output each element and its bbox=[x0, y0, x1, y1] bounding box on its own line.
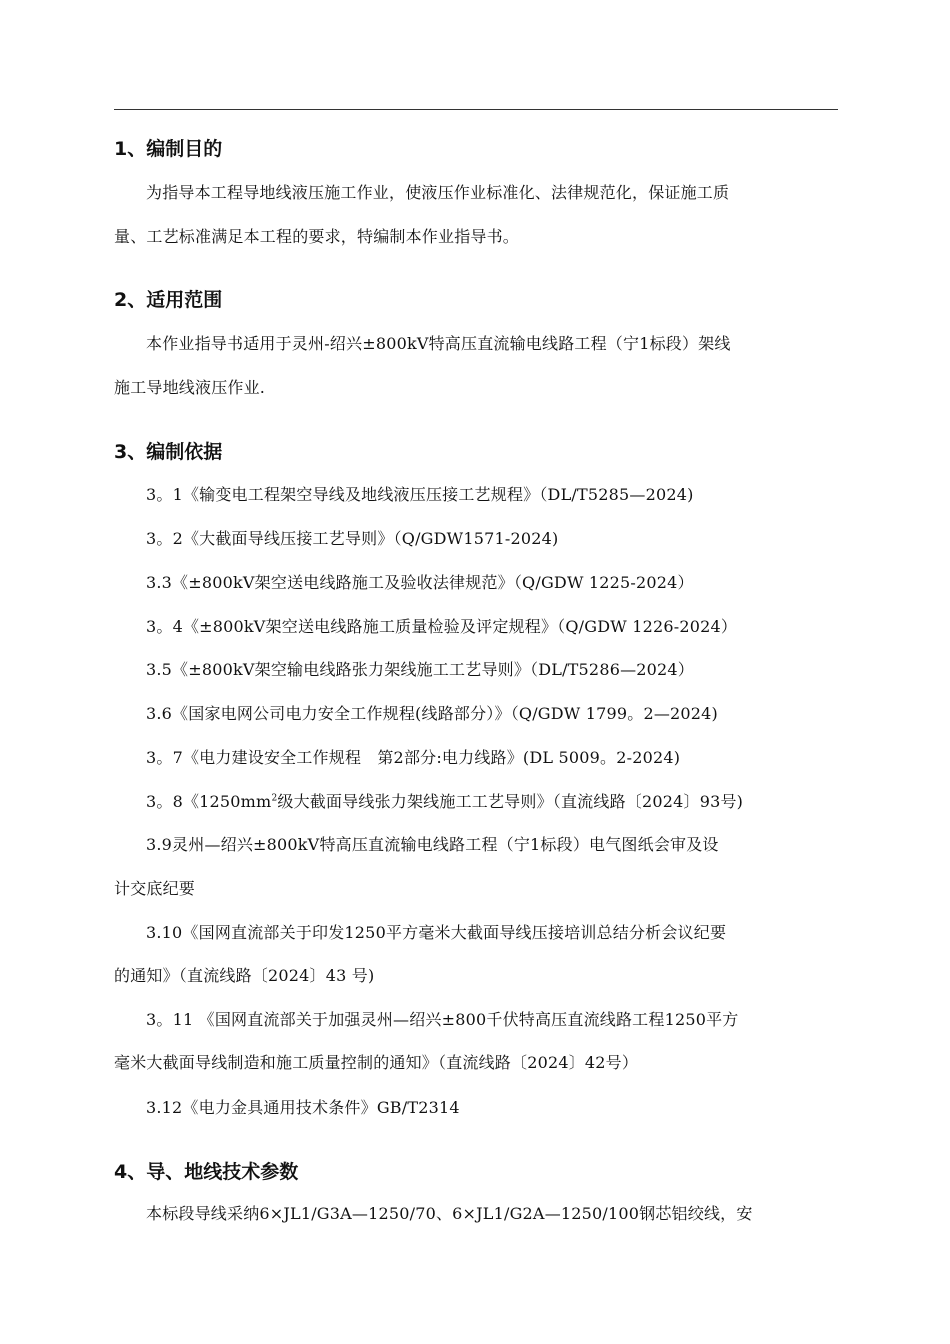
reference-item: 3.9灵州—绍兴±800kV特高压直流输电线路工程（宁1标段）电气图纸会审及设 bbox=[146, 835, 719, 854]
section-4-line-1: 本标段导线采纳6×JL1/G3A—1250/70、6×JL1/G2A—1250/100钢芯铝绞线，安 bbox=[146, 1204, 753, 1223]
reference-item: 3.6《国家电网公司电力安全工作规程(线路部分）》（Q/GDW 1799。2—2024) bbox=[146, 704, 718, 723]
reference-item: 3。4《±800kV架空送电线路施工质量检验及评定规程》（Q/GDW 1226-2024） bbox=[146, 617, 738, 636]
section-2-line-1: 本作业指导书适用于灵州-绍兴±800kV特高压直流输电线路工程（宁1标段）架线 bbox=[146, 334, 731, 353]
reference-item: 3。1《输变电工程架空导线及地线液压压接工艺规程》（DL/T5285—2024) bbox=[146, 485, 694, 504]
reference-item: 3.12《电力金具通用技术条件》GB/T2314 bbox=[146, 1098, 460, 1117]
reference-item-continued: 计交底纪要 bbox=[114, 879, 196, 898]
section-2-heading: 2、适用范围 bbox=[114, 289, 223, 311]
reference-item: 3。11 《国网直流部关于加强灵州—绍兴±800千伏特高压直流线路工程1250平方 bbox=[146, 1010, 739, 1029]
section-3-heading: 3、编制依据 bbox=[114, 441, 223, 463]
reference-item: 3。7《电力建设安全工作规程 第2部分:电力线路》(DL 5009。2-2024) bbox=[146, 748, 681, 767]
section-1-line-2: 量、工艺标准满足本工程的要求，特编制本作业指导书。 bbox=[114, 227, 520, 246]
reference-item: 3.10《国网直流部关于印发1250平方毫米大截面导线压接培训总结分析会议纪要 bbox=[146, 923, 727, 942]
header-rule bbox=[114, 109, 838, 110]
reference-text: 级大截面导线张力架线施工工艺导则》（直流线路〔2024〕93号) bbox=[277, 792, 744, 811]
reference-item-continued: 毫米大截面导线制造和施工质量控制的通知》（直流线路〔2024〕42号） bbox=[114, 1053, 639, 1072]
section-1-heading: 1、编制目的 bbox=[114, 138, 223, 160]
reference-item bbox=[146, 789, 743, 812]
reference-item: 3。2《大截面导线压接工艺导则》（Q/GDW1571-2024) bbox=[146, 529, 559, 548]
section-4-heading: 4、导、地线技术参数 bbox=[114, 1161, 299, 1183]
reference-item: 3.3《±800kV架空送电线路施工及验收法律规范》（Q/GDW 1225-2024） bbox=[146, 573, 694, 592]
section-1-line-1: 为指导本工程导地线液压施工作业，使液压作业标准化、法律规范化，保证施工质 bbox=[146, 183, 730, 202]
reference-item-continued: 的通知》（直流线路〔2024〕43 号) bbox=[114, 966, 375, 985]
section-2-line-2: 施工导地线液压作业. bbox=[114, 378, 266, 397]
reference-item: 3.5《±800kV架空输电线路张力架线施工工艺导则》（DL/T5286—2024） bbox=[146, 660, 694, 679]
superscript: 2 bbox=[271, 793, 278, 804]
reference-text: 3。8《1250mm bbox=[146, 792, 272, 811]
